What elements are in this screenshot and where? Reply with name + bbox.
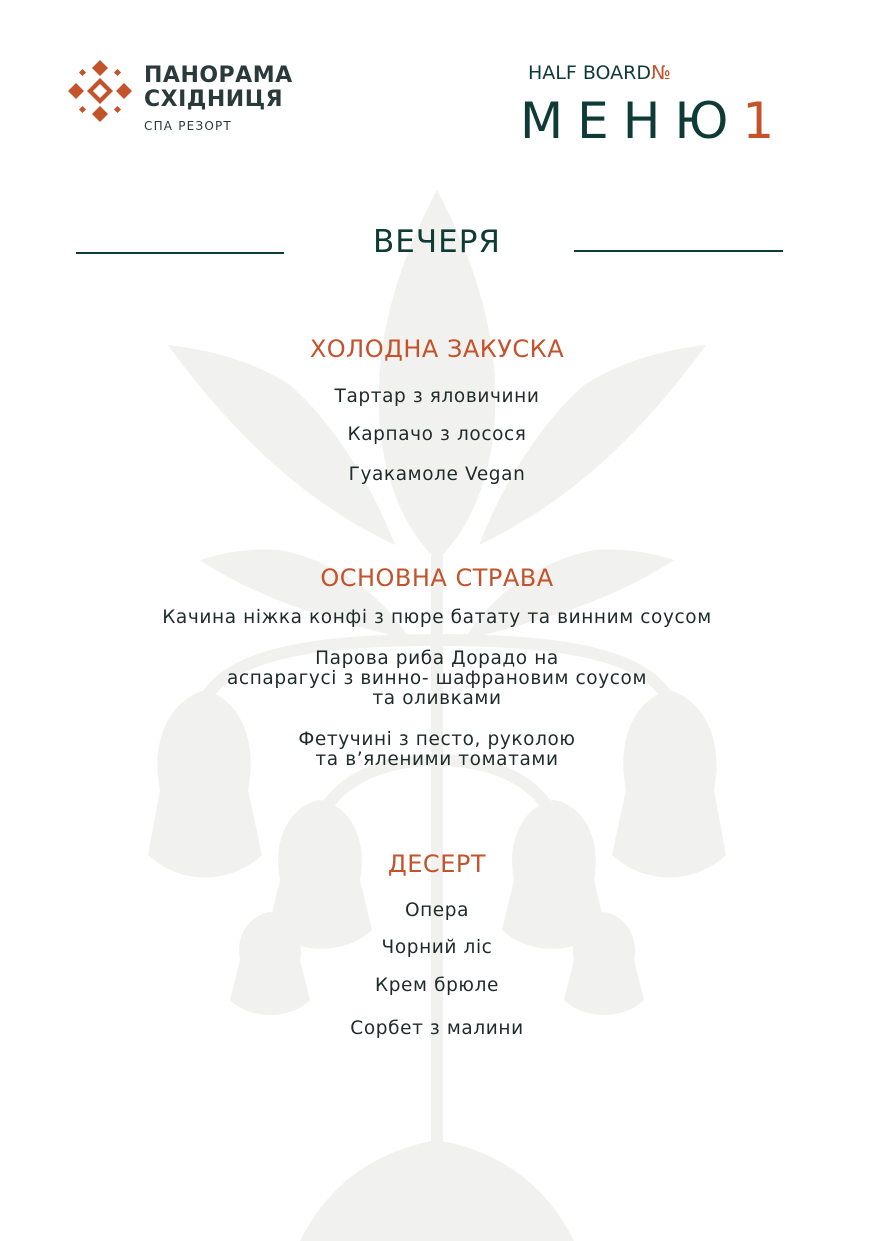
dish-item: та оливками [372,688,502,709]
dish-item: та в’яленими томатами [315,749,559,770]
dish-item: Сорбет з малини [350,1018,524,1039]
divider-right [574,250,783,252]
logo-title-line1: ПАНОРАМА [144,63,293,88]
dish-item: аспарагусі з винно- шафрановим соусом [226,668,647,689]
menu-title [520,92,774,150]
logo-subtitle: СПА РЕЗОРТ [144,119,232,133]
resort-logo [66,58,306,138]
menu-number: 1 [742,92,775,150]
section-title-dessert: ДЕСЕРТ [388,850,486,878]
half-board-text: HALF BOARD [528,62,651,84]
meal-title: ВЕЧЕРЯ [373,224,501,260]
ornament-logo-icon [66,58,134,124]
dish-item: Тартар з яловичини [334,386,540,407]
number-sign: № [651,62,671,84]
dish-item: Фетучині з песто, руколою [298,729,576,750]
half-board-label [528,61,671,85]
dish-item: Гуакамоле Vegan [348,464,526,485]
dish-item: Опера [404,900,470,921]
divider-left [76,252,284,254]
dish-item: Парова риба Дорадо на [315,648,559,669]
menu-word: МЕНЮ [520,92,743,150]
dish-item: Чорний ліс [381,937,493,958]
dish-item: Карпачо з лосося [347,424,527,445]
section-title-cold: ХОЛОДНА ЗАКУСКА [309,335,565,363]
dish-item: Качина ніжка конфі з пюре батату та винним соусом [162,607,712,628]
dish-item: Крем брюле [374,975,500,996]
section-title-main: ОСНОВНА СТРАВА [320,564,554,592]
logo-title-line2: СХІДНИЦЯ [144,87,284,112]
